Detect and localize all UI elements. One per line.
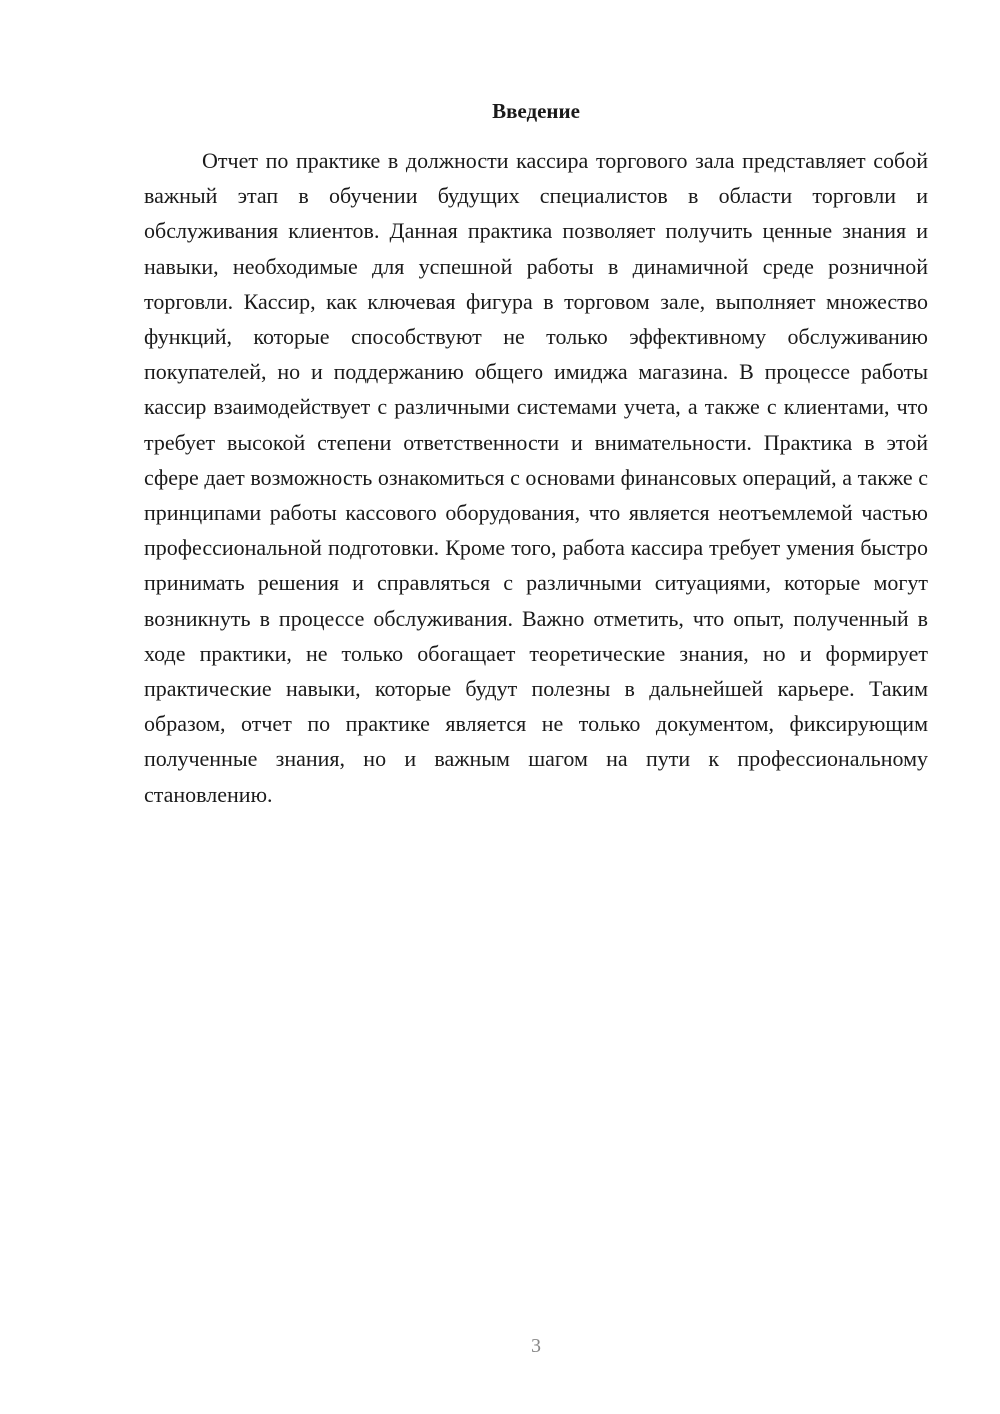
page-number: 3	[531, 1335, 541, 1357]
section-heading: Введение	[492, 99, 580, 123]
body-paragraph: Отчет по практике в должности кассира торгового зала представляет собой важный этап в обучении будущих специалистов в области торговли и обслуживания клиентов. Данная практика позволяет получить ценные знания и навыки, необходимые для успешной работы в динамичной среде розничной торговли. Кассир, как ключевая фигура в торговом зале, выполняет множество функций, которые способствуют не только эффективному обслуживанию покупателей, но и поддержанию общего имиджа магазина. В процессе работы кассир взаимодействует с различными системами учета, а также с клиентами, что требует высокой степени ответственности и внимательности. Практика в этой сфере дает возможность ознакомиться с основами финансовых операций, а также с принципами работы кассового оборудования, что является неотъемлемой частью профессиональной подготовки. Кроме того, работа кассира требует умения быстро принимать решения и справляться с различными ситуациями, которые могут возникнуть в процессе обслуживания. Важно отметить, что опыт, полученный в ходе практики, не только обогащает теоретические знания, но и формирует практические навыки, которые будут полезны в дальнейшей карьере. Таким образом, отчет по практике является не только документом, фиксирующим полученные знания, но и важным шагом на пути к профессиональному становлению.	[144, 148, 928, 807]
